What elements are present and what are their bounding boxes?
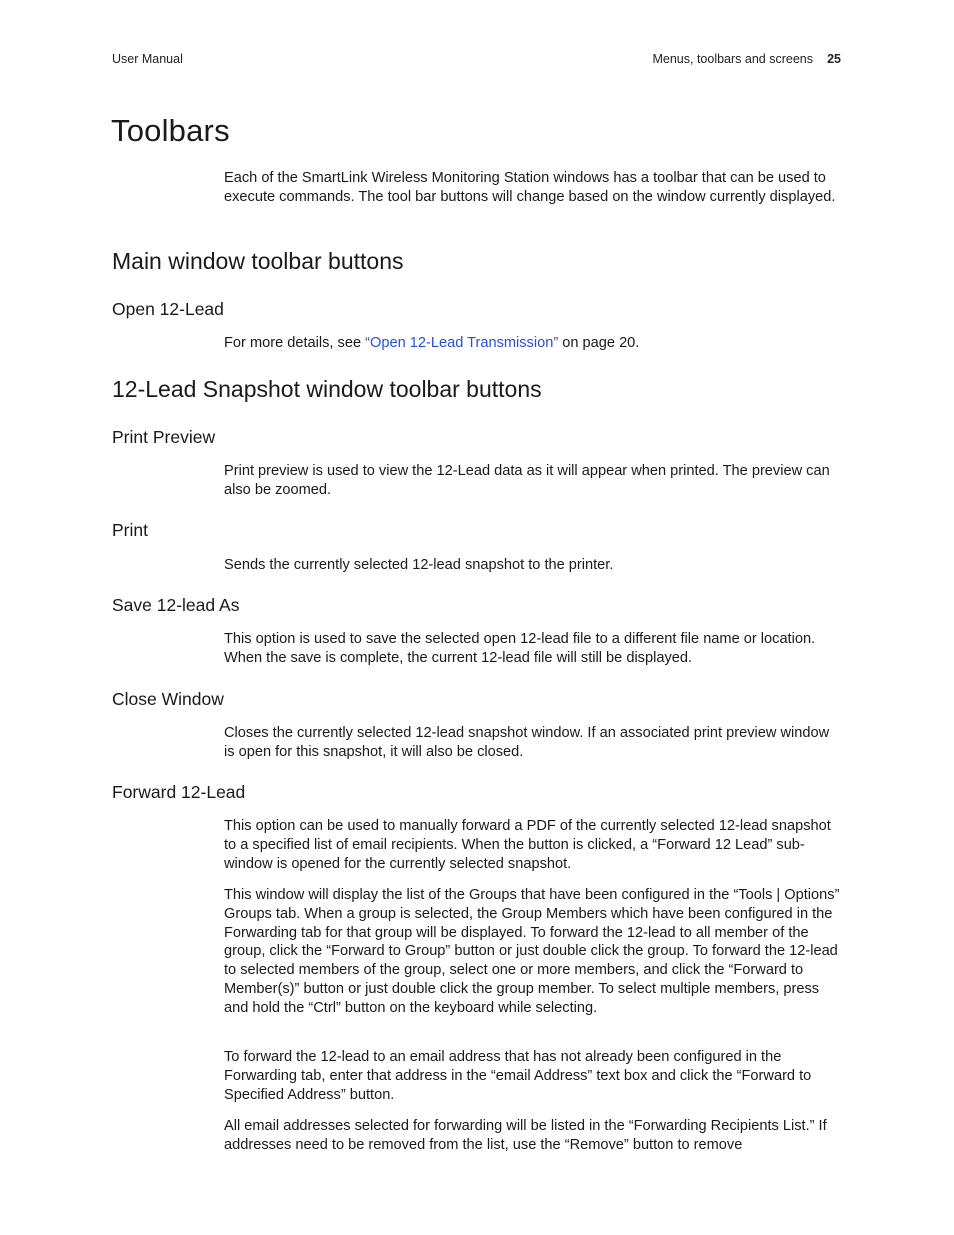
print-preview-heading: Print Preview	[112, 427, 216, 447]
forward-paragraph-2: This window will display the list of the Groups that have been configured in the “Tools | Options” Groups tab. When a group is selected, the Group Members which have been configured in the Forwarding tab for that group will be displayed. To forward the 12-lead to all member of the group, click the “Forward to Group” button or just double click the group. To forward the 12-lead to selected members of the group, select one or more members, and click the “Forward to Member(s)” button or just double click the group member. To select multiple members, press and hold the “Ctrl” button on the keyboard while selecting.	[224, 887, 840, 1016]
open-12-lead-transmission-link[interactable]: “Open 12-Lead Transmission”	[365, 335, 559, 351]
close-window-paragraph: Closes the currently selected 12-lead snapshot window. If an associated print preview window is open for this snapshot, it will also be closed.	[224, 725, 830, 760]
forward-paragraph-3: To forward the 12-lead to an email address that has not already been configured in the Forwarding tab, enter that address in the “email Address” text box and click the “Forward to Specified Address” button.	[224, 1049, 812, 1103]
page-number: 25	[827, 52, 841, 66]
open-12-lead-suffix: on page 20.	[558, 335, 640, 351]
save-12-lead-as-paragraph: This option is used to save the selected open 12-lead file to a different file name or location. When the save is complete, the current 12-lead file will still be displayed.	[224, 631, 816, 666]
forward-paragraph-1: This option can be used to manually forward a PDF of the currently selected 12-lead snapshot to a specified list of email recipients. When the button is clicked, a “Forward 12 Lead” sub-window is opened for the currently selected snapshot.	[224, 818, 831, 872]
print-preview-paragraph: Print preview is used to view the 12-Lead data as it will appear when printed. The preview can also be zoomed.	[224, 463, 830, 498]
save-12-lead-as-heading: Save 12-lead As	[112, 595, 240, 615]
intro-paragraph: Each of the SmartLink Wireless Monitoring Station windows has a toolbar that can be used to execute commands. The tool bar buttons will change based on the window currently displayed.	[224, 170, 836, 205]
forward-paragraph-4: All email addresses selected for forwarding will be listed in the “Forwarding Recipients List.” If addresses need to be removed from the list, use the “Remove” button to remove	[224, 1118, 827, 1153]
print-paragraph: Sends the currently selected 12-lead snapshot to the printer.	[224, 557, 614, 573]
open-12-lead-prefix: For more details, see	[224, 335, 366, 351]
open-12-lead-paragraph	[224, 334, 840, 353]
running-header-title: User Manual	[112, 52, 183, 66]
page-title: Toolbars	[111, 113, 230, 148]
running-header-section: Menus, toolbars and screens	[652, 52, 813, 66]
print-heading: Print	[112, 520, 148, 540]
forward-12-lead-heading: Forward 12-Lead	[112, 782, 246, 802]
close-window-heading: Close Window	[112, 689, 224, 709]
main-window-heading: Main window toolbar buttons	[112, 248, 404, 274]
snapshot-window-heading: 12-Lead Snapshot window toolbar buttons	[112, 376, 542, 402]
open-12-lead-heading: Open 12-Lead	[112, 299, 224, 319]
